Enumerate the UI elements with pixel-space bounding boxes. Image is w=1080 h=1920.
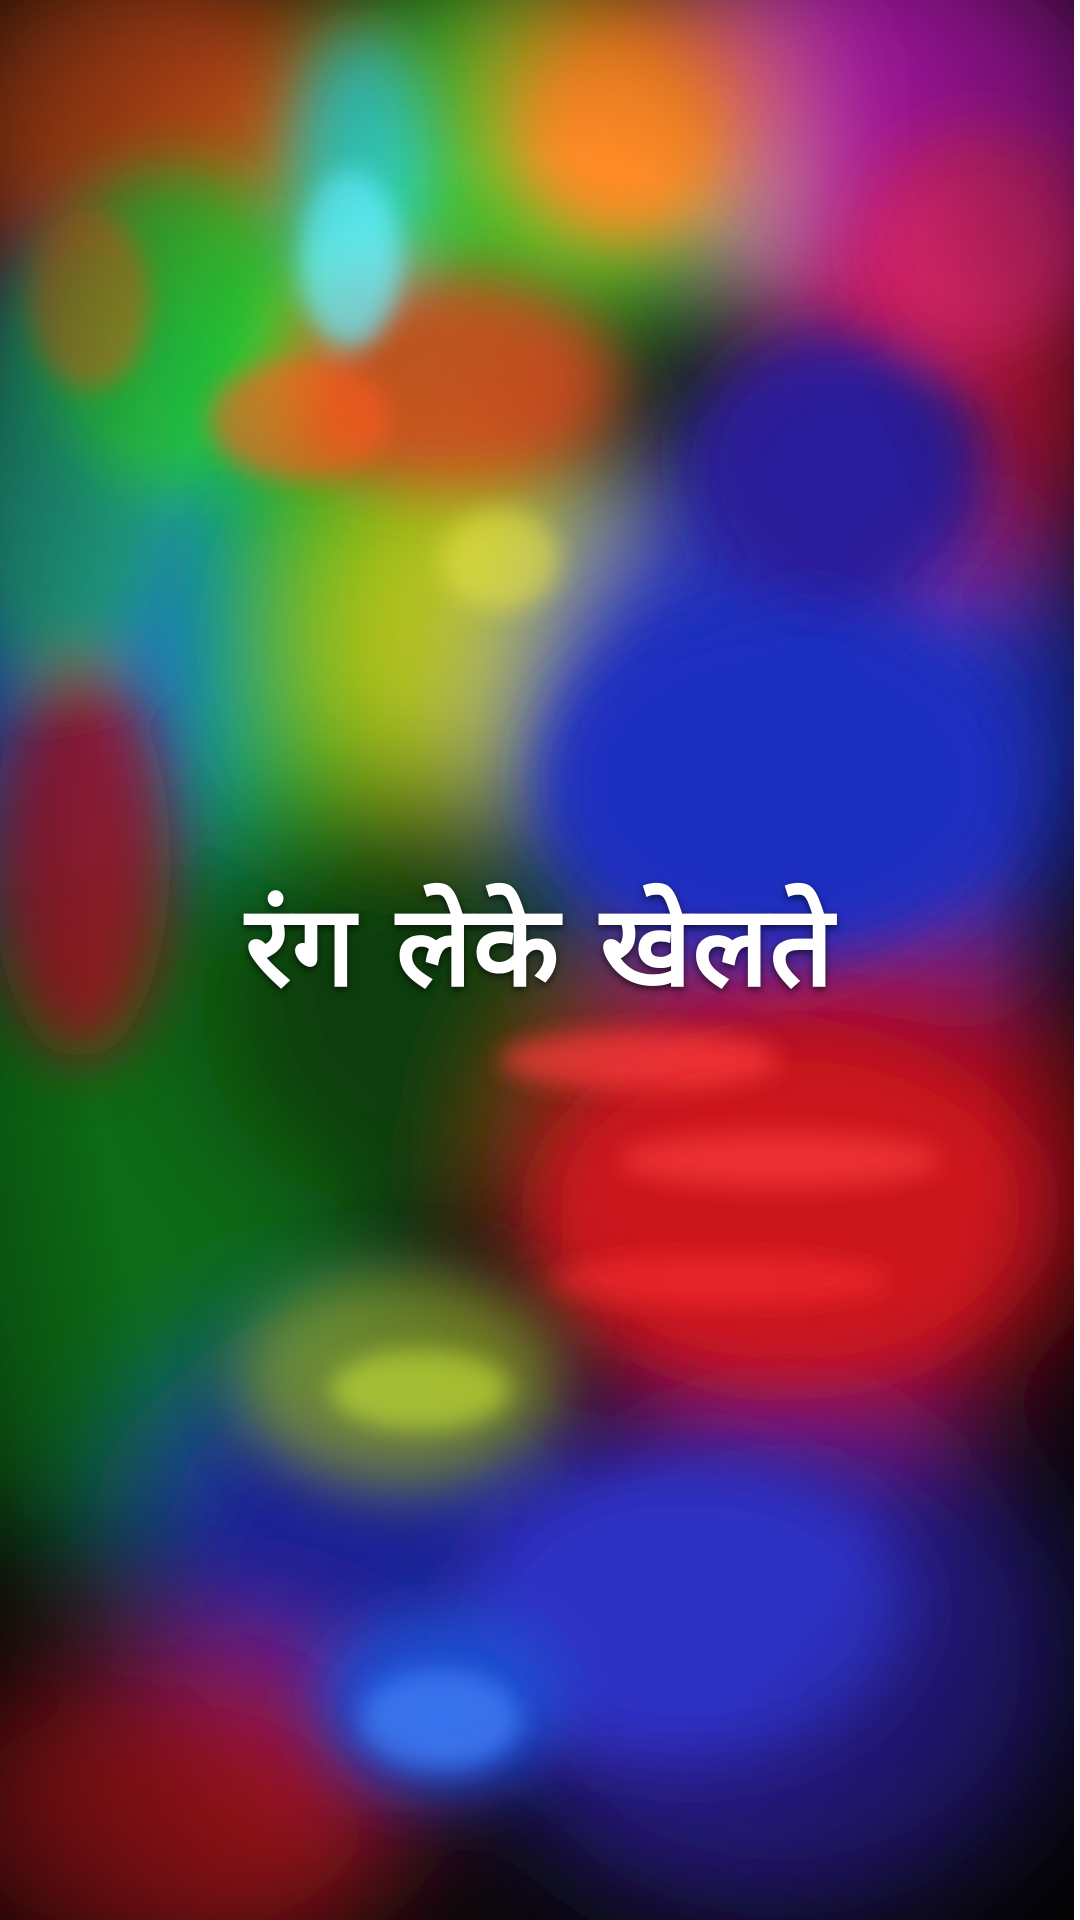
lyric-caption: रंग लेके खेलते — [245, 882, 835, 1012]
edge-strip — [1074, 0, 1080, 1920]
